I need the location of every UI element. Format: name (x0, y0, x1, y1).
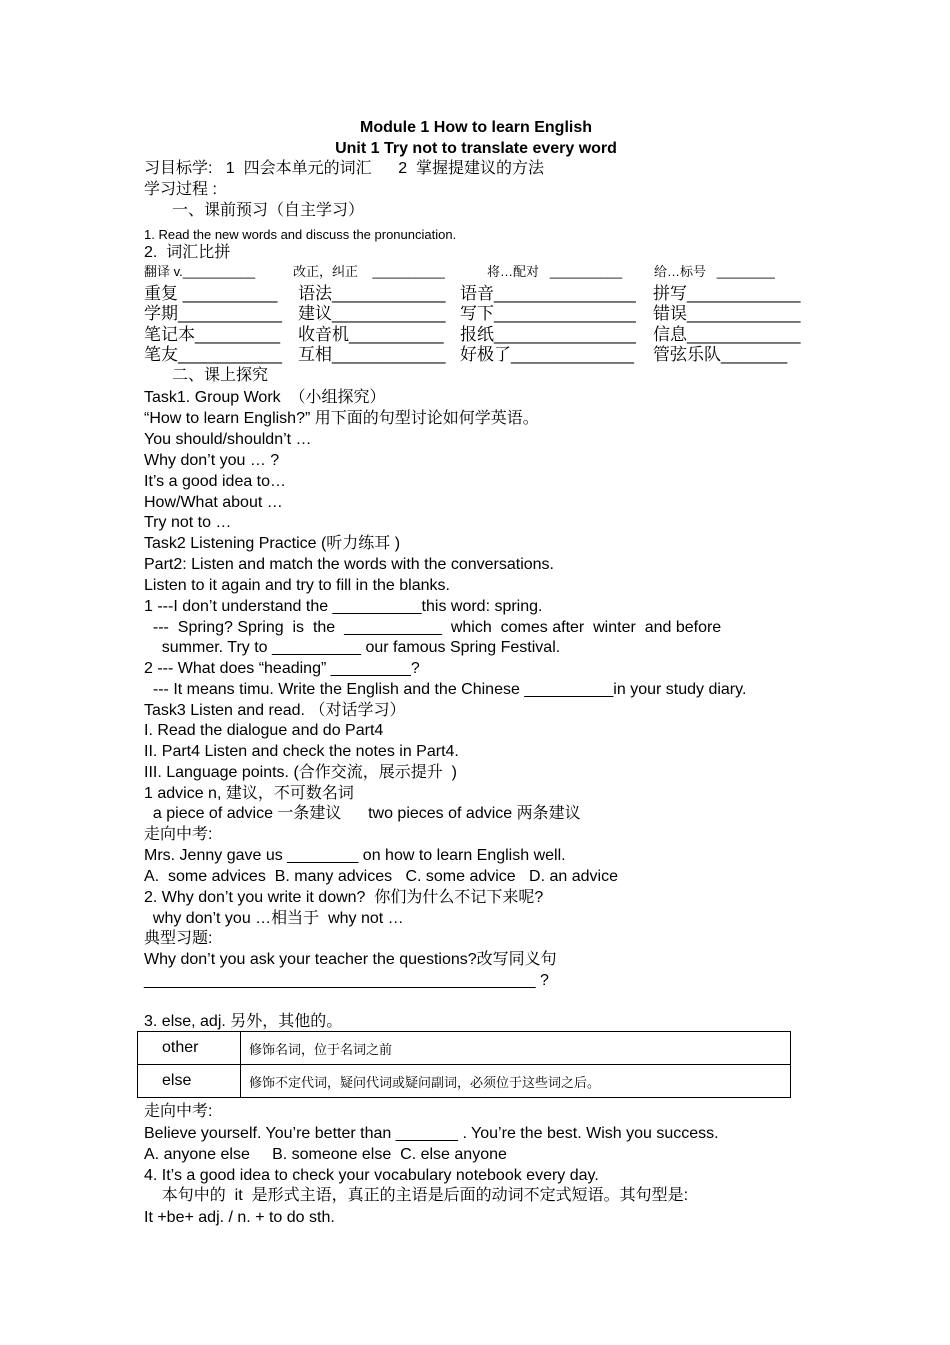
table-description: 修饰不定代词，疑问代词或疑问副词，必须位于这些词之后。 (241, 1065, 791, 1098)
text-line: 走向中考: (144, 826, 213, 843)
read-words-task: 1. Read the new words and discuss the pronunciation. (144, 227, 457, 242)
text-line: summer. Try to __________ our famous Spring Festival. (144, 639, 561, 656)
vocab-item: 语法____________ (298, 284, 446, 303)
text-line: Why don’t you ask your teacher the questions?改写同义句 (144, 951, 557, 968)
vocab-item: 信息____________ (653, 325, 801, 344)
answer-blank: ____________________________________________ ? (144, 972, 549, 989)
text-line: Why don’t you … ? (144, 452, 280, 469)
text-line: I. Read the dialogue and do Part4 (144, 722, 384, 739)
vocab-item: 笔友___________ (144, 345, 283, 364)
table-description: 修饰名词，位于名词之前 (241, 1032, 791, 1065)
text-line: II. Part4 Listen and check the notes in Part4. (144, 743, 459, 760)
vocab-heading: 2. 词汇比拼 (144, 244, 231, 261)
text-line: why don’t you …相当于 why not … (144, 910, 404, 927)
text-line: Task1. Group Work （小组探究） (144, 389, 386, 406)
vocab-item: 将…配对 __________ (487, 264, 623, 279)
text-line: Believe yourself. You’re better than _______ . You’re the best. Wish you success. (144, 1125, 719, 1142)
text-line: Task3 Listen and read. （对话学习） (144, 702, 406, 719)
vocab-item: 写下_______________ (460, 304, 636, 323)
text-line: A. some advices B. many advices C. some advice D. an advice (144, 868, 618, 885)
vocab-item: 互相____________ (298, 345, 446, 364)
table-word: other (138, 1032, 241, 1065)
text-line: It’s a good idea to… (144, 473, 287, 490)
text-line: --- Spring? Spring is the ___________ which comes after winter and before (144, 619, 722, 636)
vocab-item: 笔记本_________ (144, 325, 281, 344)
vocab-item: 拼写____________ (653, 284, 801, 303)
vocab-item: 翻译 v.__________ (144, 264, 256, 279)
text-line: Try not to … (144, 514, 232, 531)
text-line: How/What about … (144, 494, 283, 511)
unit-subtitle: Unit 1 Try not to translate every word (335, 140, 617, 157)
else-other-table (137, 1031, 791, 1098)
table-word: else (138, 1065, 241, 1098)
vocab-item: 收音机__________ (298, 325, 444, 344)
text-line: It +be+ adj. / n. + to do sth. (144, 1209, 335, 1226)
text-line: 3. else, adj. 另外，其他的。 (144, 1013, 343, 1030)
vocab-item: 学期___________ (144, 304, 283, 323)
table-row (138, 1065, 791, 1098)
section-class-heading: 二、课上探究 (172, 367, 269, 384)
text-line: 1 ---I don’t understand the __________this word: spring. (144, 598, 543, 615)
page-title: Module 1 How to learn English (359, 119, 592, 136)
text-line: Task2 Listening Practice (听力练耳 ) (144, 535, 401, 552)
text-line: III. Language points. (合作交流，展示提升 ) (144, 764, 457, 781)
text-line: Listen to it again and try to fill in the blanks. (144, 577, 450, 594)
text-line: 走向中考: (144, 1103, 213, 1120)
table-row (138, 1032, 791, 1065)
text-line: 2 --- What does “heading” _________? (144, 660, 420, 677)
vocab-item: 建议____________ (298, 304, 446, 323)
text-line: Mrs. Jenny gave us ________ on how to learn English well. (144, 847, 566, 864)
vocab-item: 管弦乐队_______ (653, 345, 788, 364)
vocab-item: 错误____________ (653, 304, 801, 323)
vocab-item: 好极了_____________ (460, 345, 634, 364)
text-line: 1 advice n, 建议，不可数名词 (144, 785, 354, 802)
text-line: 本句中的 it 是形式主语，真正的主语是后面的动词不定式短语。其句型是: (144, 1187, 689, 1204)
text-line: A. anyone else B. someone else C. else anyone (144, 1146, 507, 1163)
text-line: You should/shouldn’t … (144, 431, 312, 448)
text-line: 4. It’s a good idea to check your vocabulary notebook every day. (144, 1167, 599, 1184)
learning-goals: 习目标学: 1 四会本单元的词汇 2 掌握提建议的方法 (144, 160, 545, 177)
vocab-item: 重复 __________ (144, 284, 278, 303)
text-line: a piece of advice 一条建议 two pieces of advice 两条建议 (144, 805, 581, 822)
section-preview-heading: 一、课前预习（自主学习） (172, 202, 365, 219)
vocab-item: 给…标号 ________ (654, 264, 775, 279)
text-line: Part2: Listen and match the words with the conversations. (144, 556, 554, 573)
text-line: 典型习题: (144, 930, 213, 947)
vocab-item: 语音_______________ (460, 284, 636, 303)
vocab-item: 报纸_______________ (460, 325, 636, 344)
text-line: 2. Why don’t you write it down? 你们为什么不记下来呢? (144, 889, 544, 906)
text-line: “How to learn English?” 用下面的句型讨论如何学英语。 (144, 410, 539, 427)
learning-process: 学习过程 : (144, 181, 217, 198)
text-line: --- It means timu. Write the English and the Chinese __________in your study diary. (144, 681, 747, 698)
vocab-item: 改正，纠正 __________ (293, 264, 445, 279)
